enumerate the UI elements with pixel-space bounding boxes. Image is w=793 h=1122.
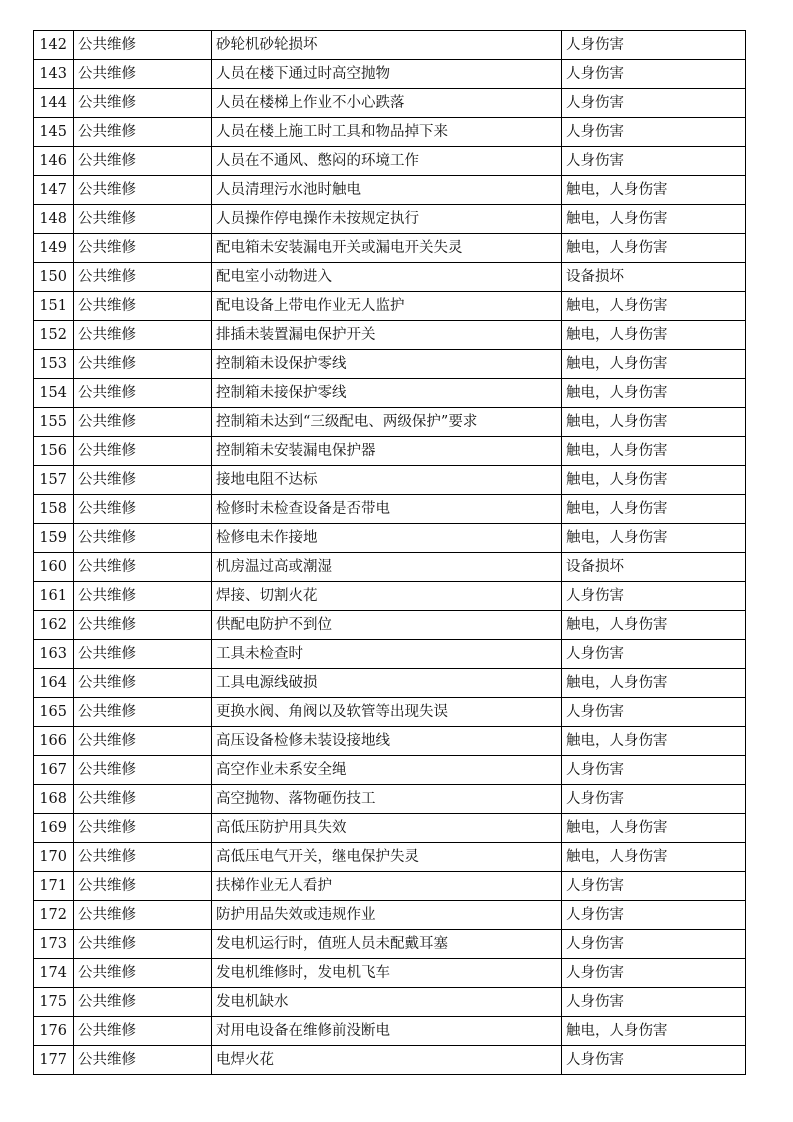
- consequence-cell: 触电，人身伤害: [562, 843, 746, 872]
- table-row: [34, 959, 746, 988]
- hazard-cell: 控制箱未达到“三级配电、两级保护”要求: [212, 408, 562, 437]
- consequence-cell: 触电，人身伤害: [562, 176, 746, 205]
- consequence-cell: 触电，人身伤害: [562, 234, 746, 263]
- consequence-cell: 触电，人身伤害: [562, 524, 746, 553]
- hazard-cell: 电焊火花: [212, 1046, 562, 1075]
- category-cell: 公共维修: [74, 205, 212, 234]
- hazard-cell: 高低压电气开关，继电保护失灵: [212, 843, 562, 872]
- category-cell: 公共维修: [74, 814, 212, 843]
- consequence-cell: 触电，人身伤害: [562, 1017, 746, 1046]
- row-number: 148: [34, 205, 74, 234]
- row-number: 151: [34, 292, 74, 321]
- consequence-cell: 设备损坏: [562, 553, 746, 582]
- row-number: 166: [34, 727, 74, 756]
- table-row: [34, 321, 746, 350]
- category-cell: 公共维修: [74, 1046, 212, 1075]
- row-number: 152: [34, 321, 74, 350]
- row-number: 167: [34, 756, 74, 785]
- table-row: [34, 901, 746, 930]
- row-number: 156: [34, 437, 74, 466]
- category-cell: 公共维修: [74, 640, 212, 669]
- consequence-cell: 人身伤害: [562, 31, 746, 60]
- hazard-cell: 人员清理污水池时触电: [212, 176, 562, 205]
- hazard-cell: 发电机缺水: [212, 988, 562, 1017]
- table-row: [34, 785, 746, 814]
- hazard-cell: 检修电未作接地: [212, 524, 562, 553]
- hazard-cell: 工具未检查时: [212, 640, 562, 669]
- hazard-cell: 人员在楼梯上作业不小心跌落: [212, 89, 562, 118]
- hazard-cell: 扶梯作业无人看护: [212, 872, 562, 901]
- consequence-cell: 人身伤害: [562, 930, 746, 959]
- row-number: 155: [34, 408, 74, 437]
- row-number: 164: [34, 669, 74, 698]
- consequence-cell: 触电，人身伤害: [562, 408, 746, 437]
- table-row: [34, 611, 746, 640]
- category-cell: 公共维修: [74, 553, 212, 582]
- hazard-cell: 防护用品失效或违规作业: [212, 901, 562, 930]
- consequence-cell: 触电，人身伤害: [562, 379, 746, 408]
- category-cell: 公共维修: [74, 350, 212, 379]
- row-number: 149: [34, 234, 74, 263]
- category-cell: 公共维修: [74, 89, 212, 118]
- consequence-cell: 触电，人身伤害: [562, 350, 746, 379]
- consequence-cell: 人身伤害: [562, 118, 746, 147]
- consequence-cell: 触电，人身伤害: [562, 205, 746, 234]
- table-row: [34, 727, 746, 756]
- row-number: 150: [34, 263, 74, 292]
- table-row: [34, 437, 746, 466]
- row-number: 159: [34, 524, 74, 553]
- consequence-cell: 人身伤害: [562, 756, 746, 785]
- category-cell: 公共维修: [74, 930, 212, 959]
- row-number: 169: [34, 814, 74, 843]
- table-row: [34, 31, 746, 60]
- row-number: 143: [34, 60, 74, 89]
- table-row: [34, 466, 746, 495]
- consequence-cell: 触电，人身伤害: [562, 437, 746, 466]
- table-row: [34, 408, 746, 437]
- consequence-cell: 触电，人身伤害: [562, 669, 746, 698]
- hazard-cell: 控制箱未设保护零线: [212, 350, 562, 379]
- consequence-cell: 人身伤害: [562, 959, 746, 988]
- table-row: [34, 524, 746, 553]
- hazard-table-body: [34, 31, 746, 1075]
- row-number: 157: [34, 466, 74, 495]
- category-cell: 公共维修: [74, 263, 212, 292]
- consequence-cell: 触电，人身伤害: [562, 495, 746, 524]
- table-row: [34, 205, 746, 234]
- table-row: [34, 698, 746, 727]
- table-row: [34, 89, 746, 118]
- consequence-cell: 人身伤害: [562, 901, 746, 930]
- consequence-cell: 设备损坏: [562, 263, 746, 292]
- row-number: 153: [34, 350, 74, 379]
- consequence-cell: 人身伤害: [562, 785, 746, 814]
- row-number: 165: [34, 698, 74, 727]
- hazard-cell: 配电室小动物进入: [212, 263, 562, 292]
- table-row: [34, 350, 746, 379]
- category-cell: 公共维修: [74, 321, 212, 350]
- table-row: [34, 118, 746, 147]
- hazard-cell: 接地电阻不达标: [212, 466, 562, 495]
- category-cell: 公共维修: [74, 31, 212, 60]
- category-cell: 公共维修: [74, 901, 212, 930]
- consequence-cell: 人身伤害: [562, 147, 746, 176]
- table-row: [34, 495, 746, 524]
- hazard-cell: 砂轮机砂轮损坏: [212, 31, 562, 60]
- row-number: 147: [34, 176, 74, 205]
- row-number: 160: [34, 553, 74, 582]
- hazard-cell: 高低压防护用具失效: [212, 814, 562, 843]
- category-cell: 公共维修: [74, 379, 212, 408]
- hazard-cell: 焊接、切割火花: [212, 582, 562, 611]
- table-row: [34, 176, 746, 205]
- category-cell: 公共维修: [74, 408, 212, 437]
- table-row: [34, 930, 746, 959]
- table-row: [34, 582, 746, 611]
- hazard-cell: 人员在楼下通过时高空抛物: [212, 60, 562, 89]
- hazard-cell: 高压设备检修未装设接地线: [212, 727, 562, 756]
- row-number: 158: [34, 495, 74, 524]
- hazard-cell: 检修时未检查设备是否带电: [212, 495, 562, 524]
- category-cell: 公共维修: [74, 727, 212, 756]
- table-row: [34, 263, 746, 292]
- hazard-cell: 高空作业未系安全绳: [212, 756, 562, 785]
- category-cell: 公共维修: [74, 60, 212, 89]
- table-row: [34, 60, 746, 89]
- consequence-cell: 人身伤害: [562, 640, 746, 669]
- table-row: [34, 553, 746, 582]
- row-number: 163: [34, 640, 74, 669]
- consequence-cell: 人身伤害: [562, 988, 746, 1017]
- row-number: 146: [34, 147, 74, 176]
- hazard-table: [33, 30, 746, 1075]
- category-cell: 公共维修: [74, 785, 212, 814]
- table-row: [34, 292, 746, 321]
- consequence-cell: 人身伤害: [562, 60, 746, 89]
- row-number: 170: [34, 843, 74, 872]
- category-cell: 公共维修: [74, 959, 212, 988]
- hazard-cell: 配电箱未安装漏电开关或漏电开关失灵: [212, 234, 562, 263]
- row-number: 144: [34, 89, 74, 118]
- consequence-cell: 人身伤害: [562, 1046, 746, 1075]
- hazard-cell: 更换水阀、角阀以及软管等出现失误: [212, 698, 562, 727]
- category-cell: 公共维修: [74, 234, 212, 263]
- table-row: [34, 814, 746, 843]
- category-cell: 公共维修: [74, 611, 212, 640]
- consequence-cell: 触电，人身伤害: [562, 292, 746, 321]
- category-cell: 公共维修: [74, 988, 212, 1017]
- category-cell: 公共维修: [74, 582, 212, 611]
- table-row: [34, 234, 746, 263]
- table-row: [34, 988, 746, 1017]
- row-number: 145: [34, 118, 74, 147]
- hazard-cell: 机房温过高或潮湿: [212, 553, 562, 582]
- hazard-cell: 控制箱未接保护零线: [212, 379, 562, 408]
- hazard-cell: 人员在楼上施工时工具和物品掉下来: [212, 118, 562, 147]
- category-cell: 公共维修: [74, 1017, 212, 1046]
- category-cell: 公共维修: [74, 843, 212, 872]
- hazard-cell: 发电机维修时，发电机飞车: [212, 959, 562, 988]
- category-cell: 公共维修: [74, 756, 212, 785]
- category-cell: 公共维修: [74, 698, 212, 727]
- table-row: [34, 1017, 746, 1046]
- category-cell: 公共维修: [74, 872, 212, 901]
- consequence-cell: 人身伤害: [562, 698, 746, 727]
- consequence-cell: 触电，人身伤害: [562, 814, 746, 843]
- consequence-cell: 人身伤害: [562, 872, 746, 901]
- table-row: [34, 1046, 746, 1075]
- hazard-cell: 供配电防护不到位: [212, 611, 562, 640]
- category-cell: 公共维修: [74, 437, 212, 466]
- category-cell: 公共维修: [74, 292, 212, 321]
- row-number: 173: [34, 930, 74, 959]
- category-cell: 公共维修: [74, 147, 212, 176]
- consequence-cell: 人身伤害: [562, 582, 746, 611]
- category-cell: 公共维修: [74, 495, 212, 524]
- category-cell: 公共维修: [74, 118, 212, 147]
- hazard-cell: 发电机运行时，值班人员未配戴耳塞: [212, 930, 562, 959]
- table-row: [34, 843, 746, 872]
- category-cell: 公共维修: [74, 466, 212, 495]
- hazard-cell: 高空抛物、落物砸伤技工: [212, 785, 562, 814]
- table-row: [34, 379, 746, 408]
- row-number: 142: [34, 31, 74, 60]
- category-cell: 公共维修: [74, 524, 212, 553]
- table-row: [34, 147, 746, 176]
- row-number: 162: [34, 611, 74, 640]
- hazard-cell: 排插未装置漏电保护开关: [212, 321, 562, 350]
- hazard-cell: 人员在不通风、憋闷的环境工作: [212, 147, 562, 176]
- row-number: 161: [34, 582, 74, 611]
- consequence-cell: 触电，人身伤害: [562, 611, 746, 640]
- hazard-cell: 对用电设备在维修前没断电: [212, 1017, 562, 1046]
- table-row: [34, 756, 746, 785]
- table-row: [34, 640, 746, 669]
- row-number: 154: [34, 379, 74, 408]
- row-number: 171: [34, 872, 74, 901]
- table-row: [34, 872, 746, 901]
- row-number: 172: [34, 901, 74, 930]
- hazard-cell: 工具电源线破损: [212, 669, 562, 698]
- table-row: [34, 669, 746, 698]
- hazard-cell: 配电设备上带电作业无人监护: [212, 292, 562, 321]
- row-number: 174: [34, 959, 74, 988]
- category-cell: 公共维修: [74, 176, 212, 205]
- row-number: 176: [34, 1017, 74, 1046]
- row-number: 177: [34, 1046, 74, 1075]
- row-number: 168: [34, 785, 74, 814]
- row-number: 175: [34, 988, 74, 1017]
- consequence-cell: 人身伤害: [562, 89, 746, 118]
- hazard-cell: 控制箱未安装漏电保护器: [212, 437, 562, 466]
- category-cell: 公共维修: [74, 669, 212, 698]
- hazard-cell: 人员操作停电操作未按规定执行: [212, 205, 562, 234]
- consequence-cell: 触电，人身伤害: [562, 727, 746, 756]
- consequence-cell: 触电，人身伤害: [562, 321, 746, 350]
- consequence-cell: 触电，人身伤害: [562, 466, 746, 495]
